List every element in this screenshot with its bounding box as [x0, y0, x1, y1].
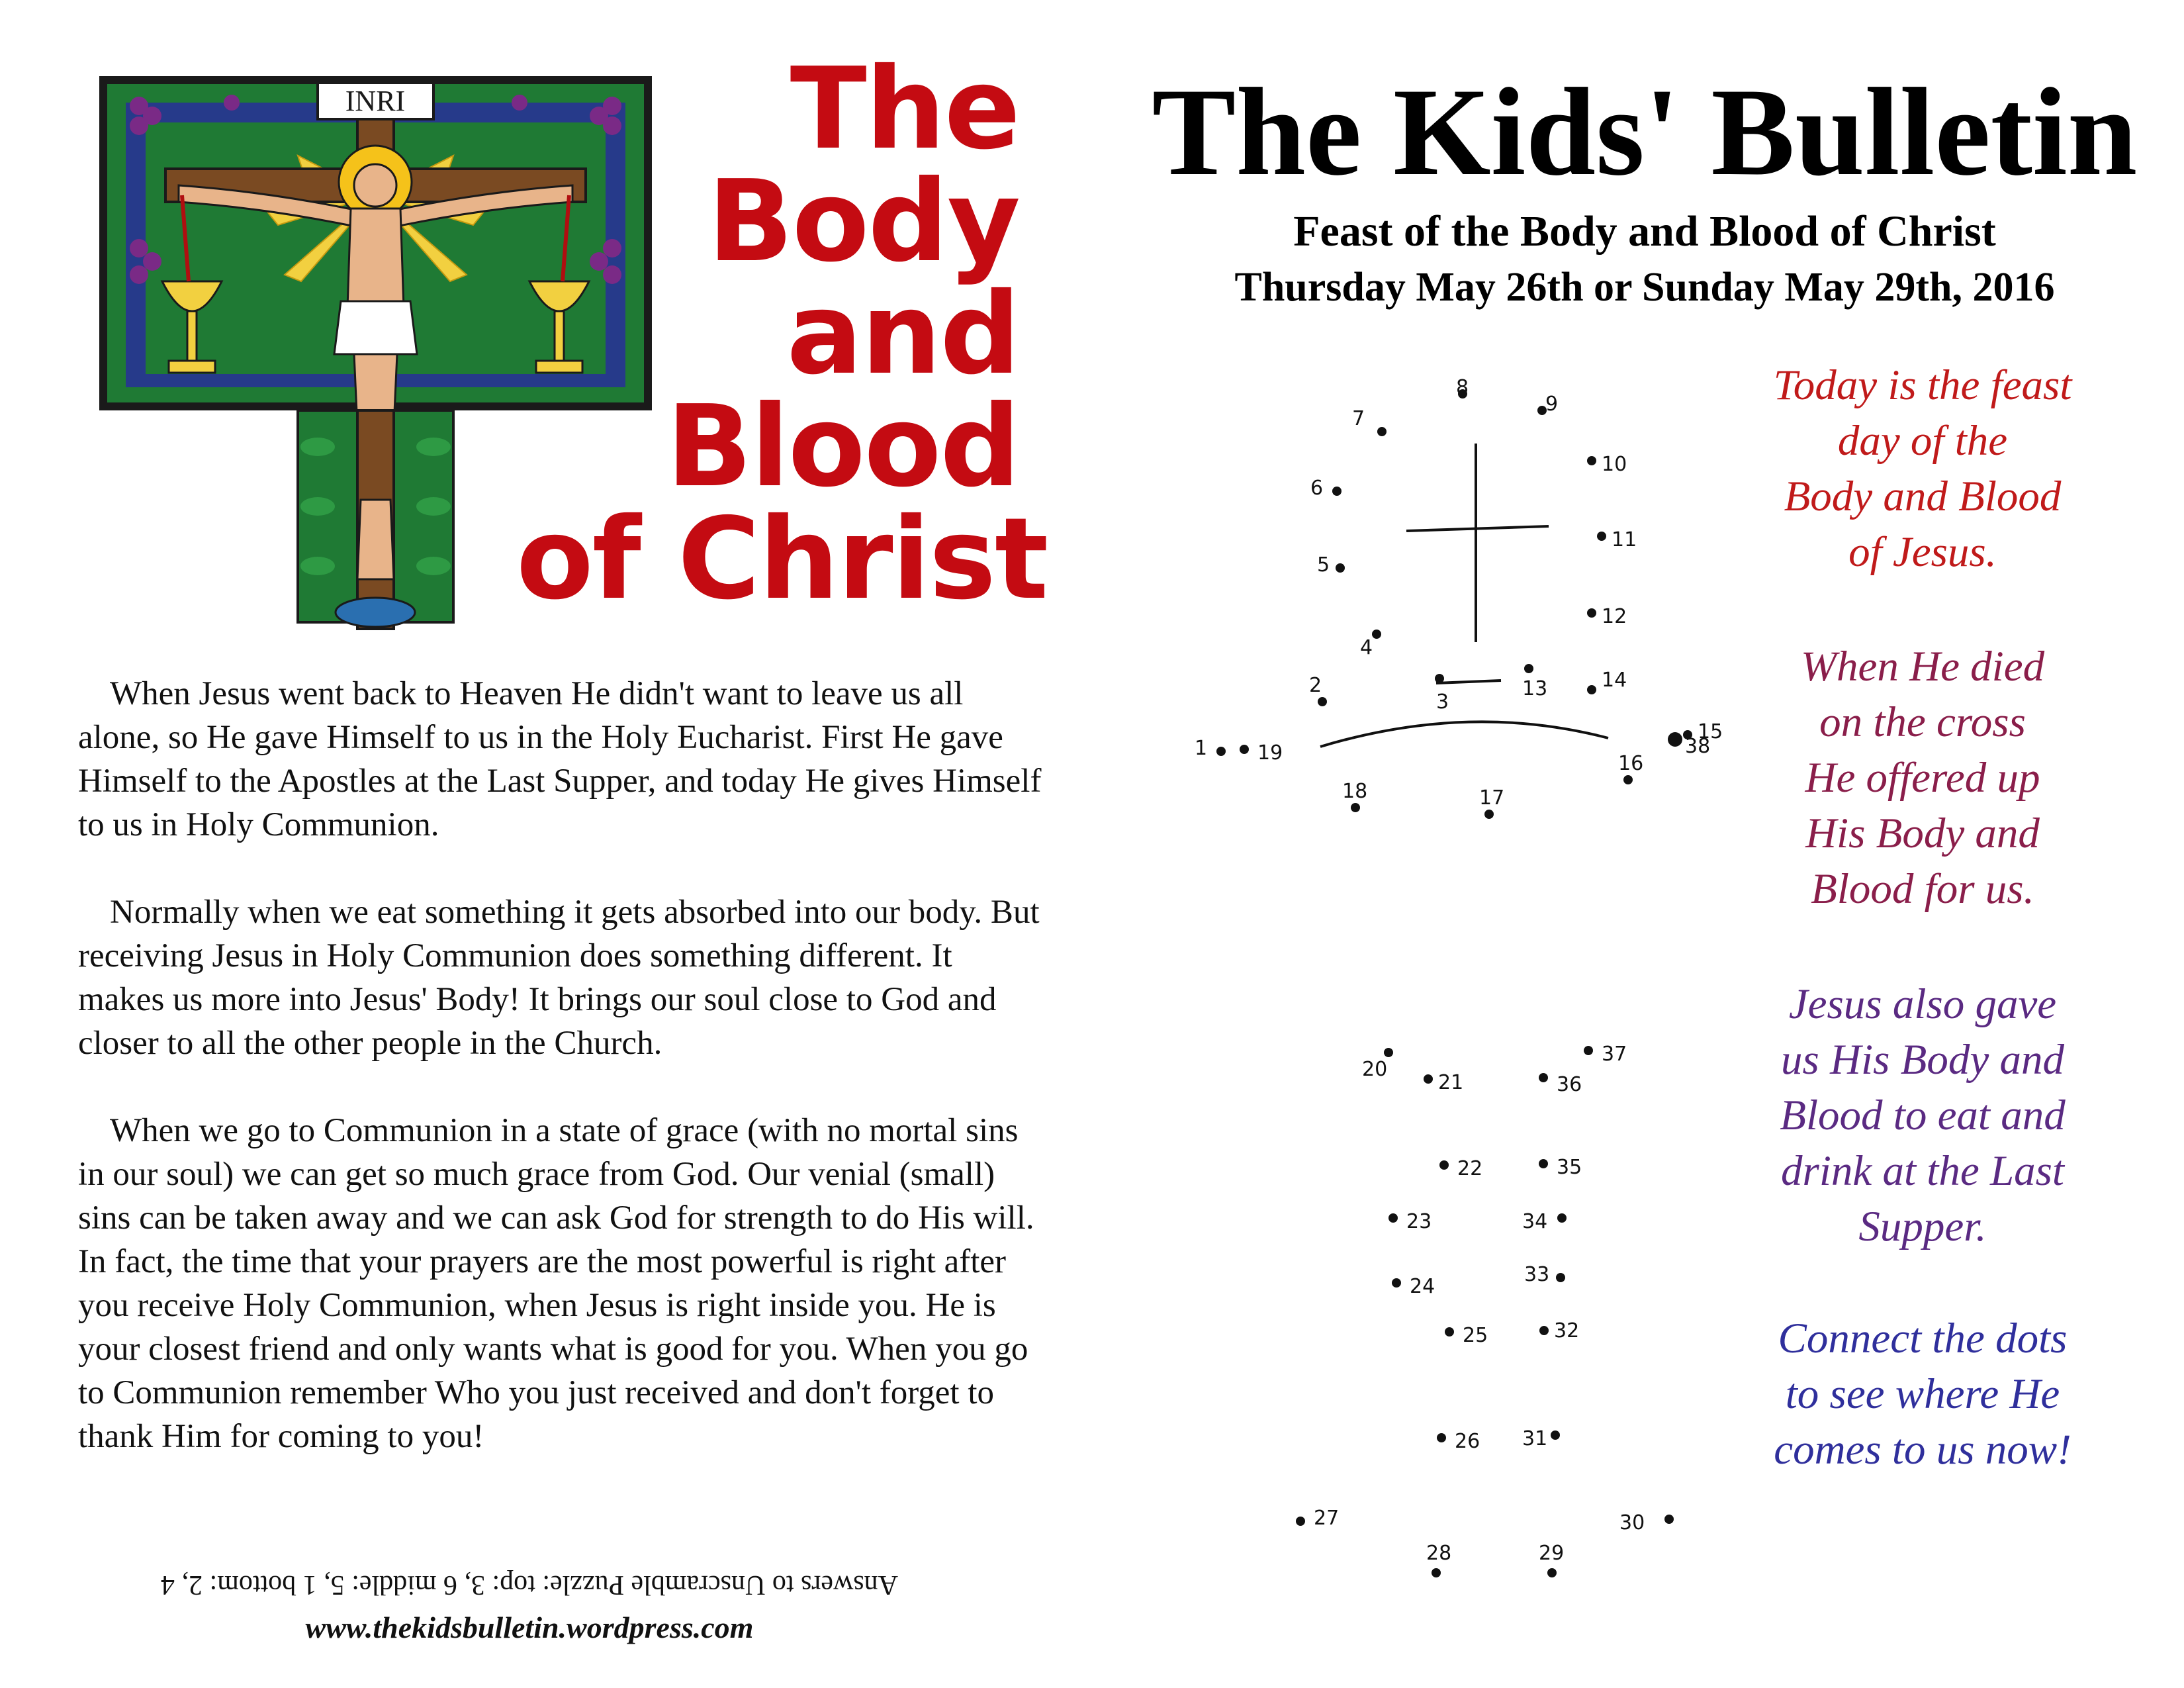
dot-label: 15 — [1698, 720, 1723, 743]
dot-label: 6 — [1310, 477, 1324, 500]
dot-point — [1484, 810, 1494, 819]
side-line: us His Body and — [1781, 1036, 2064, 1084]
dot-label: 25 — [1463, 1324, 1488, 1347]
story-paragraph: Normally when we eat something it gets absorbed into our body. But receiving Jesus in Holy Communion does something different. It makes us more into Jesus' Body! It brings our soul close to God and closer to all the other people in the Church. — [78, 894, 1040, 1062]
dot-point — [1539, 1073, 1548, 1082]
dot-label: 26 — [1455, 1430, 1480, 1453]
dot-label: 33 — [1524, 1263, 1550, 1286]
side-text-block — [1721, 639, 2124, 917]
dot-point — [1445, 1327, 1454, 1336]
dot-point — [1296, 1517, 1305, 1526]
dot-label: 9 — [1545, 393, 1559, 416]
side-line: on the cross — [1819, 698, 2026, 746]
dot-point — [1664, 1515, 1674, 1524]
dot-label: 23 — [1406, 1210, 1432, 1233]
side-line: day of the — [1837, 417, 2008, 465]
dot-point — [1623, 775, 1633, 784]
dot-label: 3 — [1436, 690, 1449, 714]
dot-point — [1524, 664, 1533, 673]
story-paragraph: When we go to Communion in a state of grace (with no mortal sins in our soul) we can get so much grace from God. Our venial (small) sins can be taken away and we can ask God for strength to do His will. In fact, the time that your prayers are the most powerful is right after you receive Holy Communion, when Jesus is right inside you. He is your closest friend and only wants what is good for you. When you go to Communion remember Who you just received and don't forget to thank Him for coming to you! — [78, 1112, 1034, 1455]
dot-label: 11 — [1612, 528, 1637, 551]
side-line: to see where He — [1785, 1370, 2060, 1418]
svg-text:INRI: INRI — [345, 85, 406, 117]
page-title — [516, 44, 1048, 625]
side-line: Blood to eat and — [1780, 1092, 2066, 1139]
dot-label: 29 — [1539, 1542, 1565, 1565]
dot-label: 14 — [1602, 669, 1627, 692]
dot-label: 27 — [1314, 1507, 1340, 1530]
dot-label: 36 — [1557, 1073, 1582, 1096]
dot-point — [1216, 747, 1226, 756]
side-line: drink at the Last — [1781, 1147, 2064, 1195]
dot-label: 13 — [1522, 677, 1548, 700]
dot-point — [1437, 1433, 1446, 1442]
dot-label: 4 — [1360, 636, 1373, 659]
dot-label: 21 — [1438, 1071, 1464, 1094]
dot-point — [1392, 1278, 1401, 1288]
dot-point — [1587, 608, 1596, 618]
story-paragraph: When Jesus went back to Heaven He didn't want to leave us all alone, so He gave Himself to us in the Holy Eucharist. First He gave Himself to the Apostles at the Last Supper, and today He gives Himself to us in Holy Communion. — [78, 675, 1042, 843]
dot-label: 10 — [1602, 453, 1627, 476]
dot-label: 34 — [1522, 1210, 1548, 1233]
side-line: His Body and — [1805, 810, 2040, 857]
feast-date: Thursday May 26th or Sunday May 29th, 2016 — [1234, 265, 2055, 310]
puzzle-answers: Answers to Unscramble Puzzle: top: 3, 6 middle: 5, 1 bottom: 2, 4 — [160, 1570, 899, 1600]
side-text-block — [1721, 1311, 2124, 1477]
dot-point — [1435, 674, 1444, 683]
dot-point — [1372, 630, 1381, 639]
dot-point — [1587, 456, 1596, 465]
dot-label: 17 — [1479, 786, 1505, 810]
dot-label: 30 — [1619, 1511, 1645, 1534]
dot-label: 18 — [1342, 780, 1368, 803]
dot-point — [1539, 1159, 1548, 1168]
side-line: He offered up — [1805, 754, 2040, 802]
story-text — [78, 672, 1044, 1502]
dot-point — [1556, 1273, 1565, 1282]
dot-label: 2 — [1309, 674, 1322, 697]
dot-label: 38 — [1685, 735, 1711, 758]
title-line: Body — [707, 156, 1019, 287]
dot-point — [1439, 1160, 1449, 1170]
dot-label: 1 — [1195, 737, 1208, 760]
side-text-block — [1721, 357, 2124, 580]
side-line: of Jesus. — [1848, 528, 1997, 576]
dot-label: 22 — [1457, 1157, 1483, 1180]
feast-subtitle: Feast of the Body and Blood of Christ — [1293, 207, 1996, 256]
website-url: www.thekidsbulletin.wordpress.com — [305, 1611, 754, 1644]
dot-point — [1587, 685, 1596, 694]
dot-label: 7 — [1352, 407, 1365, 430]
dot-point — [1240, 745, 1249, 754]
masthead-title: The Kids' Bulletin — [1152, 63, 2138, 202]
side-line: Connect the dots — [1778, 1315, 2068, 1362]
dot-point — [1351, 803, 1360, 812]
connect-the-dots-puzzle — [1178, 357, 1774, 1628]
dot-point — [1377, 427, 1387, 436]
dot-point — [1557, 1213, 1567, 1223]
side-line: comes to us now! — [1774, 1426, 2071, 1474]
dot-point — [1432, 1568, 1441, 1577]
dot-label: 5 — [1317, 553, 1330, 577]
side-line: Supper. — [1858, 1203, 1987, 1250]
dot-label: 32 — [1554, 1319, 1580, 1342]
dot-point — [1551, 1430, 1560, 1440]
title-line: The — [790, 44, 1019, 175]
dot-point — [1539, 1326, 1549, 1335]
dot-label: 19 — [1257, 741, 1283, 765]
dot-point — [1668, 732, 1682, 747]
dot-point — [1547, 1568, 1557, 1577]
dot-label: 35 — [1557, 1156, 1582, 1179]
dot-point — [1388, 1213, 1398, 1223]
dot-label: 8 — [1456, 376, 1469, 399]
side-line: Today is the feast — [1773, 361, 2072, 409]
side-line: Body and Blood — [1784, 473, 2062, 520]
dot-point — [1318, 697, 1327, 706]
masthead — [1125, 63, 2164, 314]
dot-label: 12 — [1602, 605, 1627, 628]
dot-point — [1424, 1074, 1433, 1084]
dot-point — [1597, 532, 1606, 541]
title-line: of Christ — [516, 494, 1048, 625]
dot-point — [1336, 563, 1345, 573]
side-line: Jesus also gave — [1788, 980, 2057, 1028]
dot-point — [1384, 1048, 1393, 1057]
side-line: Blood for us. — [1811, 865, 2034, 913]
dot-label: 37 — [1602, 1043, 1627, 1066]
side-line: When He died — [1800, 643, 2045, 690]
dot-label: 20 — [1362, 1058, 1388, 1081]
side-text-block — [1721, 976, 2124, 1254]
dot-label: 28 — [1426, 1542, 1452, 1565]
dot-label: 31 — [1522, 1427, 1548, 1450]
dot-point — [1584, 1046, 1593, 1055]
title-line: and — [786, 269, 1019, 400]
dot-label: 24 — [1410, 1275, 1435, 1298]
dot-point — [1332, 487, 1342, 496]
dot-label: 16 — [1618, 752, 1644, 775]
title-line: Blood — [666, 381, 1019, 512]
